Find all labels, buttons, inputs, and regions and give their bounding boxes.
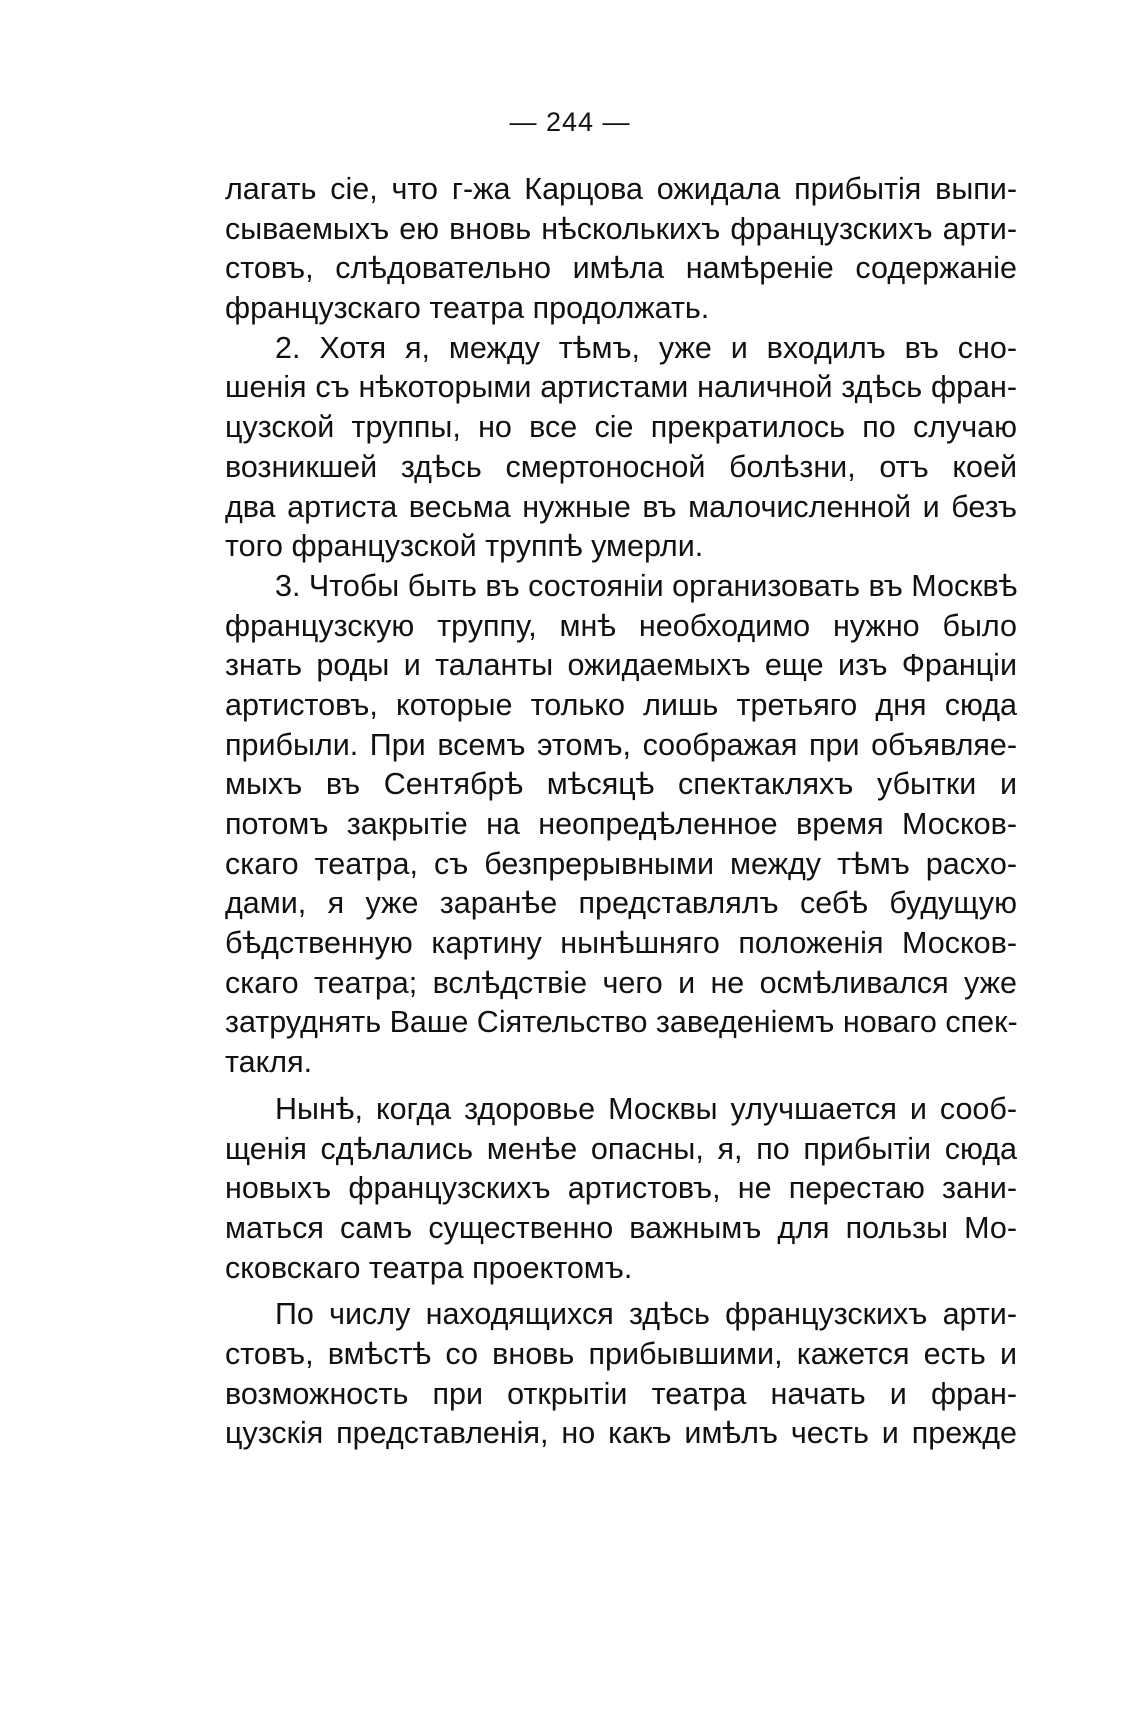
text-line: лагать сіе, что г-жа Карцова ожидала прибытія выпи- bbox=[225, 172, 1017, 206]
text-line: дами, я уже заранѣе представлялъ себѣ будущую bbox=[225, 886, 1017, 921]
text-line: скаго театра, съ безпрерывными между тѣмъ расхо- bbox=[225, 846, 1017, 881]
text-line: скаго театра; вслѣдствіе чего и не осмѣливался уже bbox=[225, 965, 1017, 1000]
text-line: стовъ, слѣдовательно имѣла намѣреніе содержаніе bbox=[225, 251, 1017, 286]
text-line: такля. bbox=[225, 1045, 313, 1080]
text-line: затруднять Ваше Сіятельство заведеніемъ новаго спек- bbox=[225, 1005, 1018, 1040]
text-line: артистовъ, которые только лишь третьяго дня сюда bbox=[225, 687, 1017, 722]
text-line: шенія съ нѣкоторыми артистами наличной здѣсь фран- bbox=[225, 370, 1017, 405]
text-line: новыхъ французскихъ артистовъ, не перестаю зани- bbox=[225, 1171, 1017, 1206]
text-line: сываемыхъ ею вновь нѣсколькихъ французскихъ арти- bbox=[225, 211, 1017, 246]
text-line: щенія сдѣлались менѣе опасны, я, по прибытіи сюда bbox=[225, 1131, 1017, 1166]
text-line: возникшей здѣсь смертоносной болѣзни, отъ коей bbox=[225, 449, 1017, 484]
text-line: маться самъ существенно важнымъ для пользы Мо- bbox=[225, 1210, 1017, 1245]
text-line: потомъ закрытіе на неопредѣленное время Москов- bbox=[225, 807, 1017, 841]
paragraph bbox=[225, 170, 1017, 329]
page-number: — 244 — bbox=[509, 107, 631, 137]
text-line: прибыли. При всемъ этомъ, соображая при объявляе- bbox=[225, 727, 1017, 762]
text-line: мыхъ въ Сентябрѣ мѣсяцѣ спектакляхъ убытки и bbox=[225, 767, 1017, 802]
text-line: того французской труппѣ умерли. bbox=[225, 529, 704, 564]
paragraph bbox=[225, 329, 1017, 567]
text-line: два артиста весьма нужные въ малочисленной и безъ bbox=[225, 489, 1017, 524]
text-line: цузскія представленія, но какъ имѣлъ честь и прежде bbox=[225, 1416, 1017, 1451]
body-text bbox=[225, 170, 1017, 1454]
text-line: 3. Чтобы быть въ состояніи организовать въ Москвѣ bbox=[275, 568, 1018, 603]
text-line: французскаго театра продолжать. bbox=[225, 291, 710, 326]
text-line: французскую труппу, мнѣ необходимо нужно было bbox=[225, 608, 1017, 643]
paragraph bbox=[225, 1090, 1017, 1288]
text-line: 2. Хотя я, между тѣмъ, уже и входилъ въ сно- bbox=[275, 330, 1017, 365]
text-line: По числу находящихся здѣсь французскихъ арти- bbox=[275, 1297, 1017, 1332]
text-line: знать роды и таланты ожидаемыхъ еще изъ Франціи bbox=[225, 648, 1017, 683]
text-line: бѣдственную картину нынѣшняго положенія Москов- bbox=[225, 926, 1017, 961]
text-line: стовъ, вмѣстѣ со вновь прибывшими, кажется есть и bbox=[225, 1336, 1017, 1371]
paragraph bbox=[225, 567, 1017, 1083]
paragraph-gap bbox=[225, 1083, 1017, 1090]
paragraph bbox=[225, 1295, 1017, 1454]
text-line: цузской труппы, но все сіе прекратилось по случаю bbox=[225, 410, 1017, 445]
text-line: сковскаго театра проектомъ. bbox=[225, 1250, 633, 1285]
paragraph-gap bbox=[225, 1288, 1017, 1295]
text-line: Нынѣ, когда здоровье Москвы улучшается и сооб- bbox=[275, 1091, 1017, 1126]
text-line: возможность при открытіи театра начать и фран- bbox=[225, 1376, 1017, 1411]
